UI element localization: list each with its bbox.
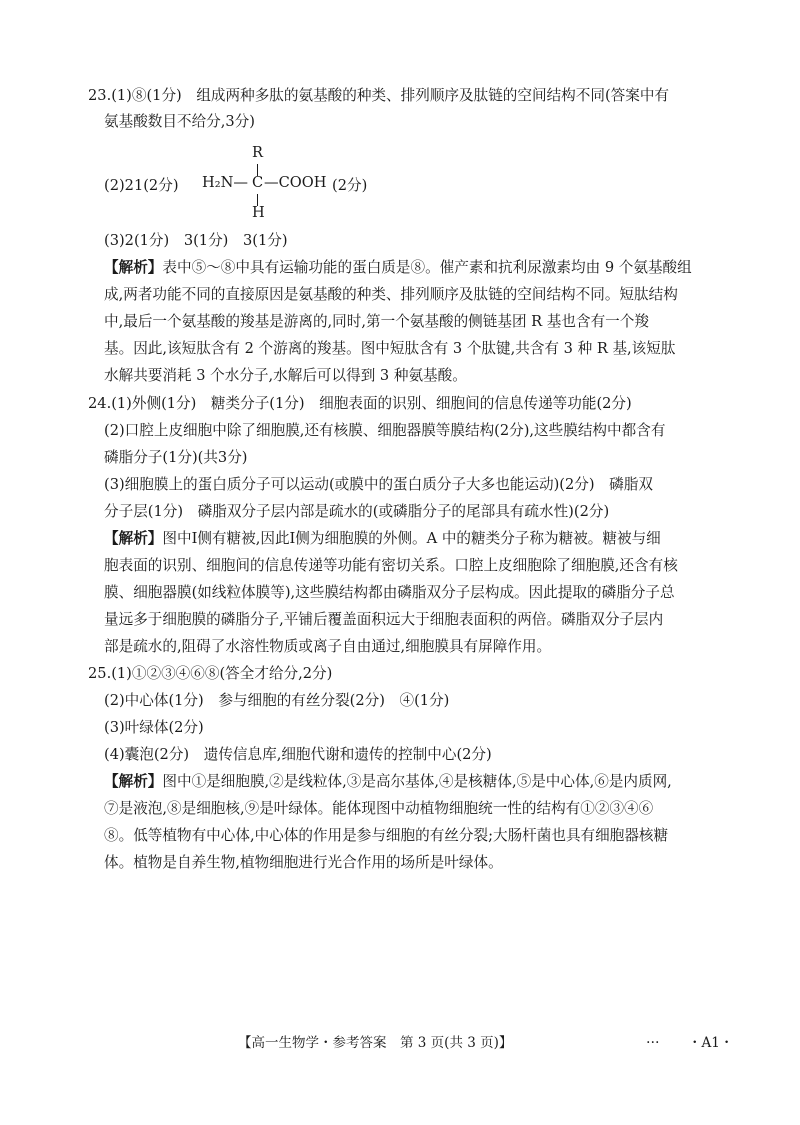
q24-analysis-1: 【解析】图中Ⅰ侧有糖被,因此Ⅰ侧为细胞膜的外侧。A 中的糖类分子称为糖被。糖被与细 (104, 530, 661, 547)
footer-title: 【高一生物学・参考答案 第 3 页(共 3 页)】 (238, 1035, 513, 1051)
page-footer (0, 1031, 800, 1051)
q23-part1-cont: 氨基酸数目不给分,3分) (104, 113, 255, 130)
q23-analysis-5: 水解共要消耗 3 个水分子,水解后可以得到 3 种氨基酸。 (104, 367, 467, 384)
amino-group: H₂N— (202, 174, 248, 191)
q23-analysis-1: 【解析】表中⑤～⑧中具有运输功能的蛋白质是⑧。催产素和抗利尿激素均由 9 个氨基酸组 (104, 259, 692, 276)
footer-mark: … (646, 1031, 660, 1047)
q23-analysis-4: 基。因此,该短肽含有 2 个游离的羧基。图中短肽含有 3 个肽键,共含有 3 种 R 基,该短肽 (104, 340, 676, 357)
analysis-tag: 【解析】 (104, 773, 163, 790)
amino-acid-structure (104, 144, 524, 224)
q23-analysis-3: 中,最后一个氨基酸的羧基是游离的,同时,第一个氨基酸的侧链基团 R 基也含有一个羧 (104, 313, 649, 330)
q25-analysis-2: ⑦是液泡,⑧是细胞核,⑨是叶绿体。能体现图中动植物细胞统一性的结构有①②③④⑥ (104, 800, 654, 817)
q23-analysis-2: 成,两者功能不同的直接原因是氨基酸的种类、排列顺序及肽链的空间结构不同。短肽结构 (104, 286, 678, 303)
q25-analysis-3: ⑧。低等植物有中心体,中心体的作用是参与细胞的有丝分裂;大肠杆菌也具有细胞器核糖 (104, 827, 669, 844)
q24-analysis-3: 膜、细胞器膜(如线粒体膜等),这些膜结构都由磷脂双分子层构成。因此提取的磷脂分子总 (104, 584, 675, 601)
analysis-tag: 【解析】 (104, 259, 163, 276)
q24-analysis-5: 部是疏水的,阻碍了水溶性物质或离子自由通过,细胞膜具有屏障作用。 (104, 638, 552, 655)
q24-analysis-2: 胞表面的识别、细胞间的信息传递等功能有密切关系。口腔上皮细胞除了细胞膜,还含有核 (104, 557, 678, 574)
q23-part2-label: (2)21(2分) (104, 177, 179, 194)
carboxyl-group: —COOH (264, 174, 327, 191)
q24-part3: (3)细胞膜上的蛋白质分子可以运动(或膜中的蛋白质分子大多也能运动)(2分) 磷脂双 (104, 476, 653, 493)
q23-part3: (3)2(1分) 3(1分) 3(1分) (104, 232, 288, 249)
q25-part2: (2)中心体(1分) 参与细胞的有丝分裂(2分) ④(1分) (104, 692, 450, 709)
q25-part3: (3)叶绿体(2分) (104, 719, 204, 736)
footer-code: ・A1・ (688, 1035, 734, 1051)
q23-part1: 23.(1)⑧(1分) 组成两种多肽的氨基酸的种类、排列顺序及肽链的空间结构不同(答案中有 (88, 87, 670, 104)
q25-part1: 25.(1)①②③④⑥⑧(答全才给分,2分) (88, 665, 333, 682)
q25-analysis-4: 体。植物是自养生物,植物细胞进行光合作用的场所是叶绿体。 (104, 854, 503, 871)
q25-part4: (4)囊泡(2分) 遗传信息库,细胞代谢和遗传的控制中心(2分) (104, 746, 492, 763)
q24-part3-cont: 分子层(1分) 磷脂双分子层内部是疏水的(或磷脂分子的尾部具有疏水性)(2分) (104, 503, 610, 520)
q24-part2-cont: 磷脂分子(1分)(共3分) (104, 449, 248, 466)
h-atom: H (252, 204, 265, 221)
analysis-tag: 【解析】 (104, 530, 163, 547)
q23-part2-score: (2分) (332, 177, 368, 194)
q24-analysis-4: 量远多于细胞膜的磷脂分子,平铺后覆盖面积远大于细胞表面积的两倍。磷脂双分子层内 (104, 611, 664, 628)
r-group: R (252, 144, 263, 161)
q24-part2: (2)口腔上皮细胞中除了细胞膜,还有核膜、细胞器膜等膜结构(2分),这些膜结构中都含有 (104, 422, 666, 439)
q24-part1: 24.(1)外侧(1分) 糖类分子(1分) 细胞表面的识别、细胞间的信息传递等功能(2分) (88, 395, 632, 412)
q25-analysis-1: 【解析】图中①是细胞膜,②是线粒体,③是高尔基体,④是核糖体,⑤是中心体,⑥是内质网, (104, 773, 672, 790)
central-carbon: C (252, 174, 264, 191)
